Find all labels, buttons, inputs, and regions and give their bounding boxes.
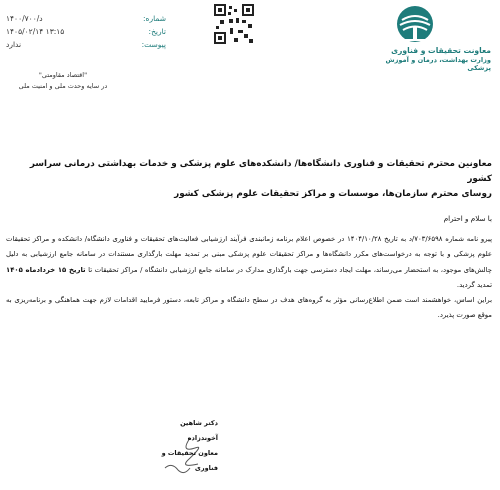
ministry-name: وزارت بهداشت، درمان و آموزش پزشکی bbox=[385, 56, 491, 72]
deadline-date: تاریخ ۱۵ خردادماه ۱۴۰۵ bbox=[6, 265, 86, 274]
meta-attachment: پیوست: ندارد bbox=[6, 40, 166, 49]
motto bbox=[8, 70, 118, 92]
body-text-2: تمدید گردید. bbox=[456, 280, 492, 289]
meta-date: تاریخ: ۱۴۰۵/۰۲/۱۴ ۱۳:۱۵ bbox=[6, 27, 166, 36]
body-text-1: پیرو نامه شماره ۷۰۳/۶۵۹۸/د به تاریخ ۱۴۰۴/۱۰/۲۸ در خصوص اعلام برنامه زمانبندی فرآیند ارزشیابی فعالیت‌های تحقیقات و فناوری دانشگاه/ دانشکده و مراکز تحقیقات علوم پزشکی و با توجه به درخواست‌های مکرر دانشگاه‌ها و مراکز تحقیقات علوم پزشکی مبنی بر تمدید مهلت بارگذاری مستندات در سامانه جامع ارزشیابی به دلیل چالش‌های موجود، به استحضار می‌رساند، مهلت ایجاد دسترسی جهت بارگذاری مدارک در سامانه جامع ارزشیابی دانشگاه / مراکز تحقیقات تا bbox=[6, 235, 492, 274]
motto-line-1: "اقتصاد مقاومتی" bbox=[38, 71, 88, 79]
signer-block bbox=[148, 416, 218, 476]
motto-line-2: در سایه وحدت ملی و امنیت ملی bbox=[18, 82, 108, 90]
ministry-logo bbox=[385, 2, 491, 72]
greeting: با سلام و احترام bbox=[443, 214, 492, 223]
letter-meta bbox=[6, 12, 166, 51]
letter-body bbox=[6, 232, 492, 324]
signer-title: معاون تحقیقات و فناوری bbox=[161, 449, 218, 472]
addressee-line-2: روسای محترم سازمان‌ها، موسسات و مراکز تحقیقات علوم پزشکی کشور bbox=[174, 189, 492, 199]
qr-code-icon bbox=[214, 4, 254, 44]
meta-number: شماره: ۱۴۰۰/۷۰۰/د bbox=[6, 14, 166, 23]
addressees bbox=[6, 157, 492, 202]
body-paragraph-2: براین اساس، خواهشمند است ضمن اطلاع‌رسانی مؤثر به گروه‌های هدف در سطح دانشگاه و مراکز تابعه، دستور فرمایید اقدامات لازم جهت هماهنگی و برنامه‌ریزی به موقع صورت پذیرد. bbox=[6, 296, 492, 320]
signer-name: دکتر شاهین آخوندزاده bbox=[180, 419, 218, 442]
org-name: معاونت تحقیقات و فناوری bbox=[391, 46, 491, 55]
addressee-line-1: معاونین محترم تحقیقات و فناوری دانشگاه‌ها/ دانشکده‌های علوم پزشکی و خدمات بهداشتی درمانی سراسر کشور bbox=[29, 159, 492, 184]
